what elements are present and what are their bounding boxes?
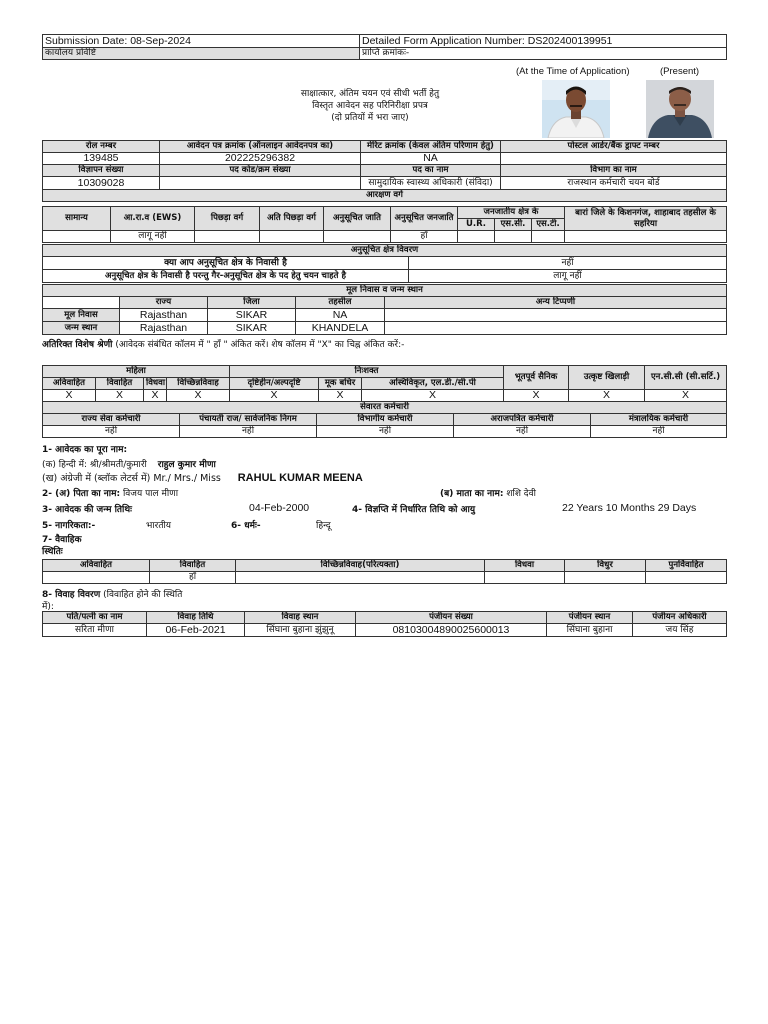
header-separated-status: विच्छिन्नविवाह(परित्यक्ता): [236, 560, 485, 572]
marriage-place: सिंघाना बुहाना झुंझुनू: [245, 624, 356, 637]
special-value: X: [167, 390, 230, 402]
birthplace-row-label: जन्म स्थान: [43, 322, 120, 335]
english-name-label: (ख) अंग्रेजी में (ब्लॉक लेटर्स में) Mr./ Mrs./ Miss: [42, 473, 221, 484]
age-label: 4- विज्ञप्ति में निर्धारित तिथि को आयु: [352, 505, 476, 515]
domicile-remark: [385, 309, 727, 322]
mbc-value: [260, 231, 324, 243]
office-entry-label: कार्यालय प्रविष्टि: [43, 48, 360, 60]
hindi-name: राहुल कुमार मीणा: [157, 460, 216, 470]
general-value: [43, 231, 111, 243]
header-state-employee: राज्य सेवा कर्मचारी: [43, 414, 180, 426]
header-non-gazetted: अराजपत्रित कर्मचारी: [454, 414, 591, 426]
sc-short-value: [495, 231, 532, 243]
registration-place: सिंघाना बुहाना: [547, 624, 633, 637]
special-category-table: [42, 365, 727, 402]
st-short-value: [532, 231, 565, 243]
header-marriage-date: विवाह तिथि: [147, 612, 245, 624]
header-divorced: विच्छिन्नविवाह: [167, 378, 230, 390]
marital-status-label2: स्थितिः: [42, 547, 63, 557]
scheduled-area-answer2: लागू नहीं: [409, 270, 727, 283]
hindi-name-row: [42, 457, 216, 470]
special-value: X: [230, 390, 319, 402]
form-title: [262, 88, 478, 124]
header-state: राज्य: [120, 297, 208, 309]
special-value: X: [362, 390, 504, 402]
spouse-name: सरिता मीणा: [43, 624, 147, 637]
employees-title: सेवारत कर्मचारी: [43, 402, 727, 414]
nationality-value: भारतीय: [146, 521, 172, 531]
st-value: हाँ: [391, 231, 458, 243]
scheduled-area-question2: अनुसूचित क्षेत्र के निवासी है परन्तु गैर-अनुसूचित क्षेत्र के पद हेतु चयन चाहते है: [43, 270, 409, 283]
birthplace-remark: [385, 322, 727, 335]
scheduled-area-table: [42, 244, 727, 283]
header-mbc: अति पिछड़ा वर्ग: [260, 207, 324, 231]
header-ur: U.R.: [458, 219, 495, 231]
registration-no: 08103004890025600013: [356, 624, 547, 637]
employee-value: नहीं: [43, 426, 180, 438]
domicile-table: [42, 284, 727, 335]
reservation-table: [42, 206, 727, 243]
marriage-details-label: 8- विवाह विवरण: [42, 590, 101, 600]
religion-label: 6- धर्मः-: [231, 521, 261, 531]
applicant-photo-at-application: [542, 80, 610, 138]
photo-label-present: (Present): [660, 66, 700, 77]
header-merit-no: मेरिट क्रमांक (केवल अंतिम परिणाम हेतु): [361, 141, 501, 153]
scheduled-area-question1: क्या आप अनुसूचित क्षेत्र के निवासी है: [43, 257, 409, 270]
header-panchayat: पंचायती राज/ सार्वजनिक निगम: [180, 414, 317, 426]
header-married-status: विवाहित: [150, 560, 236, 572]
english-name-row: [42, 471, 363, 484]
header-disabled: निःशक्त: [230, 366, 504, 378]
domicile-tehsil: NA: [296, 309, 385, 322]
special-value: X: [569, 390, 645, 402]
religion-value: हिन्दू: [316, 521, 331, 531]
post-code: [160, 177, 361, 190]
reservation-title: आरक्षण वर्ग: [43, 190, 727, 202]
employee-value: नहीं: [454, 426, 591, 438]
domicile-district: SIKAR: [208, 309, 296, 322]
info-table: [42, 140, 727, 202]
sc-value: [324, 231, 391, 243]
header-registration-place: पंजीयन स्थान: [547, 612, 633, 624]
baran-value: [565, 231, 727, 243]
birthplace-tehsil: KHANDELA: [296, 322, 385, 335]
header-deaf-mute: मूक बधिर: [319, 378, 362, 390]
department: राजस्थान कर्मचारी चयन बोर्ड: [501, 177, 727, 190]
marriage-date: 06-Feb-2021: [147, 624, 245, 637]
ews-value: लागू नहीं: [111, 231, 195, 243]
header-sc-short: एस.सी.: [495, 219, 532, 231]
special-value: X: [319, 390, 362, 402]
header-postal-order: पोस्टल आर्डर/बैंक ड्राफ्ट नम्बर: [501, 141, 727, 153]
header-unmarried-status: अविवाहित: [43, 560, 150, 572]
special-value: X: [43, 390, 96, 402]
header-marriage-place: विवाह स्थान: [245, 612, 356, 624]
header-post-name: पद का नाम: [361, 165, 501, 177]
post-name: सामुदायिक स्वास्थ्य अधिकारी (संविदा): [361, 177, 501, 190]
form-title-line2: विस्तृत आवेदन सह परिनिरीक्षा प्रपत्र: [312, 101, 428, 111]
hindi-name-label: (क) हिन्दी में: श्री/श्रीमती/कुमारी: [42, 460, 147, 470]
header-sportsman: उत्कृष्ट खिलाड़ी: [569, 366, 645, 390]
marital-status-label: 7- वैवाहिक: [42, 535, 82, 545]
father-label: 2- (अ) पिता का नाम:: [42, 489, 121, 499]
marriage-details-note2: में):: [42, 602, 54, 612]
obc-value: [195, 231, 260, 243]
header-application-no: आवेदन पत्र क्रमांक (ऑनलाइन आवेदनपत्र का): [160, 141, 361, 153]
form-title-line1: साक्षात्कार, अंतिम चयन एवं सीधी भर्ती हेतु: [300, 89, 440, 99]
marriage-details-note: (विवाहित होने की स्थिति: [103, 590, 183, 600]
header-widow: विधवा: [144, 378, 167, 390]
domicile-state: Rajasthan: [120, 309, 208, 322]
header-obc: पिछड़ा वर्ग: [195, 207, 260, 231]
header-widower-status: विधुर: [565, 560, 646, 572]
dob-label: 3- आवेदक की जन्म तिथिः: [42, 505, 132, 515]
header-general: सामान्य: [43, 207, 111, 231]
header-remarried-status: पुनर्विवाहित: [646, 560, 727, 572]
header-ews: आ.रा.व (EWS): [111, 207, 195, 231]
english-name: RAHUL KUMAR MEENA: [237, 472, 363, 484]
header-tribal-area: जनजातीय क्षेत्र के: [458, 207, 565, 219]
header-department: विभाग का नाम: [501, 165, 727, 177]
employee-value: नहीं: [317, 426, 454, 438]
header-unmarried: अविवाहित: [43, 378, 96, 390]
employee-value: नहीं: [180, 426, 317, 438]
employee-value: नहीं: [591, 426, 727, 438]
domicile-blank-header: [43, 297, 120, 309]
applicant-photo-present: [646, 80, 714, 138]
nationality-label: 5- नागरिकता:-: [42, 521, 96, 531]
marital-value: [565, 572, 646, 584]
header-registration-officer: पंजीयन अधिकारी: [633, 612, 727, 624]
header-post-code: पद कोड/क्रम संख्या: [160, 165, 361, 177]
header-women: महिला: [43, 366, 230, 378]
form-title-line3: (दो प्रतियों में भरा जाए): [331, 113, 409, 123]
marriage-details-label-row: [42, 587, 182, 600]
scheduled-area-title: अनुसूचित क्षेत्र विवरण: [43, 245, 727, 257]
birthplace-state: Rajasthan: [120, 322, 208, 335]
header-registration-no: पंजीयन संख्या: [356, 612, 547, 624]
birthplace-district: SIKAR: [208, 322, 296, 335]
photo-label-application: (At the Time of Application): [516, 66, 630, 77]
registration-officer: जय सिंह: [633, 624, 727, 637]
header-blind: दृष्टिहीन/अल्पदृष्टि: [230, 378, 319, 390]
mother-name: शशि देवी: [506, 489, 536, 499]
dob-value: 04-Feb-2000: [249, 502, 310, 514]
roll-number: 139485: [43, 153, 160, 165]
father-row: [42, 486, 178, 499]
marital-value: [485, 572, 565, 584]
receipt-number-label: प्राप्ति क्रमांकः-: [360, 48, 727, 60]
marital-value: [646, 572, 727, 584]
ur-value: [458, 231, 495, 243]
domicile-title: मूल निवास व जन्म स्थान: [43, 285, 727, 297]
header-orthopedic: अस्थिविकृत, एल.डी./सी.पी: [362, 378, 504, 390]
marital-value: हाँ: [150, 572, 236, 584]
application-no: 202225296382: [160, 153, 361, 165]
header-roll-number: रोल नम्बर: [43, 141, 160, 153]
special-category-note: [42, 339, 422, 351]
header-tehsil: तहसील: [296, 297, 385, 309]
header-remark: अन्य टिप्पणी: [385, 297, 727, 309]
full-name-label: 1- आवेदक का पूरा नाम:: [42, 445, 128, 455]
header-sc: अनुसूचित जाति: [324, 207, 391, 231]
employees-table: [42, 401, 727, 438]
mother-row: [440, 486, 536, 499]
special-value: X: [144, 390, 167, 402]
special-value: X: [504, 390, 569, 402]
header-widow-status: विधवा: [485, 560, 565, 572]
submission-date: Submission Date: 08-Sep-2024: [43, 35, 360, 48]
marriage-table: [42, 611, 727, 637]
age-value: 22 Years 10 Months 29 Days: [562, 502, 697, 514]
marital-status-table: [42, 559, 727, 584]
scheduled-area-answer1: नहीं: [409, 257, 727, 270]
special-category-instructions: (आवेदक संबंधित कॉलम में " हाँ " अंकित करें। शेष कॉलम में "X" का चिह्न अंकित करें:-: [115, 340, 405, 350]
father-name: विजय पाल मीणा: [122, 489, 179, 499]
special-value: X: [96, 390, 144, 402]
header-advertisement-no: विज्ञापन संख्या: [43, 165, 160, 177]
header-spouse-name: पति/पत्नी का नाम: [43, 612, 147, 624]
header-st: अनुसूचित जनजाति: [391, 207, 458, 231]
marital-value: [43, 572, 150, 584]
header-baran-sahariya: बारां जिले के किशनगंज, शाहाबाद तहसील के सहरिया: [565, 207, 727, 231]
header-married: विवाहित: [96, 378, 144, 390]
top-header-table: [42, 34, 727, 60]
header-ncc: एन.सी.सी (सी.सर्टि.): [645, 366, 727, 390]
mother-label: (ब) माता का नाम:: [440, 489, 504, 499]
header-ministerial: मंत्रालयिक कर्मचारी: [591, 414, 727, 426]
domicile-row-label: मूल निवास: [43, 309, 120, 322]
marital-value: [236, 572, 485, 584]
special-category-label: अतिरिक्त विशेष श्रेणी: [42, 340, 113, 350]
header-departmental: विभागीय कर्मचारी: [317, 414, 454, 426]
merit-no: NA: [361, 153, 501, 165]
header-ex-serviceman: भूतपूर्व सैनिक: [504, 366, 569, 390]
postal-order: [501, 153, 727, 165]
advertisement-no: 10309028: [43, 177, 160, 190]
special-value: X: [645, 390, 727, 402]
header-district: जिला: [208, 297, 296, 309]
application-number: Detailed Form Application Number: DS202400139951: [360, 35, 727, 48]
header-st-short: एस.टी.: [532, 219, 565, 231]
